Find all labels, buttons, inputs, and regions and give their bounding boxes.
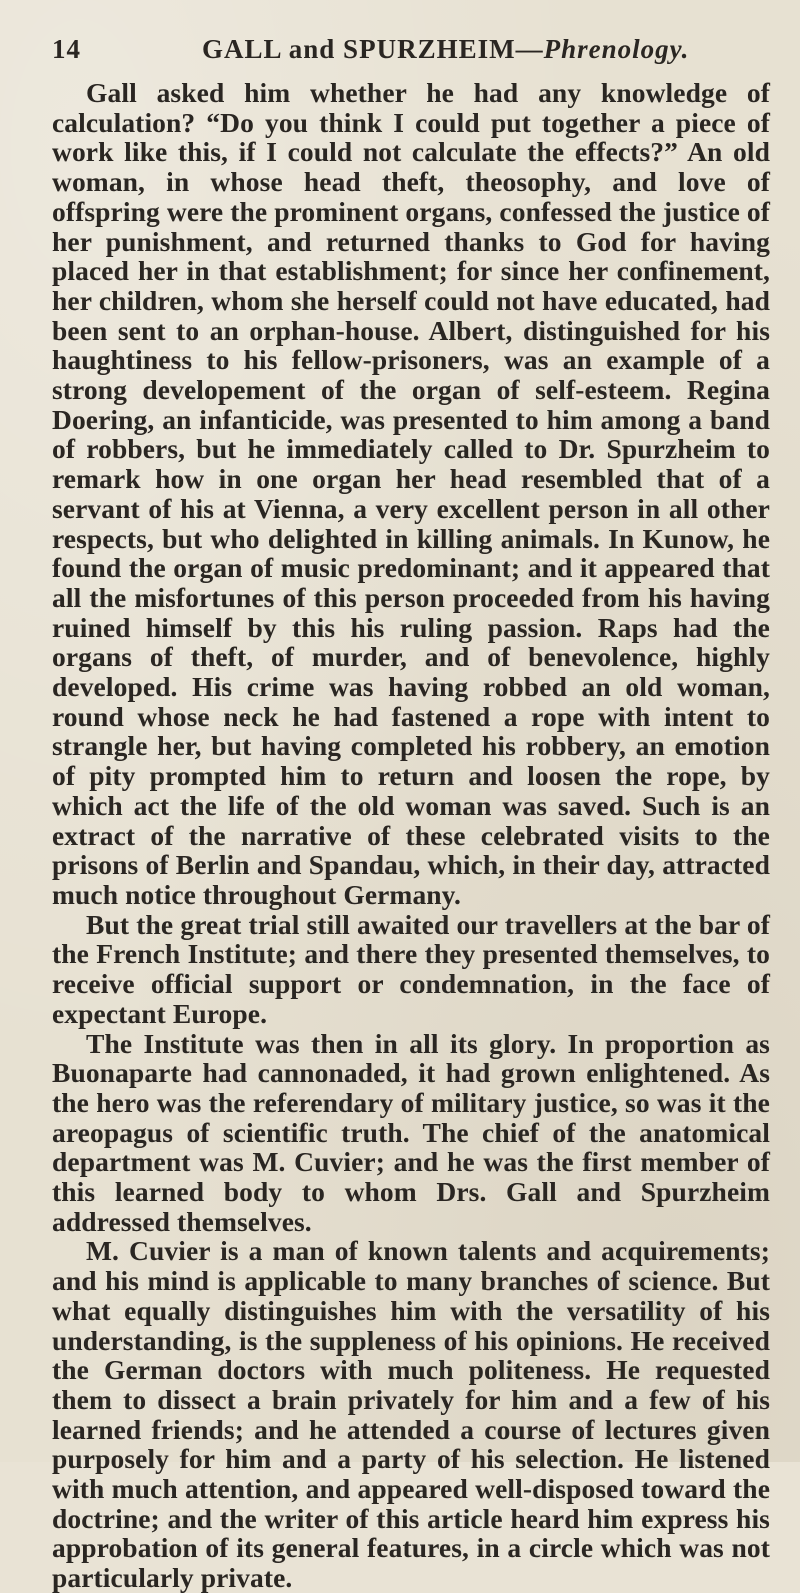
paragraph: M. Cuvier is a man of known talents and acquirements; and his mind is applicable to many branches of science. But what equally distinguishes him with the versatility of his understanding, is the suppleness of his opinions. He received the German doctors with much politeness. He requested them to dissect a brain privately for him and a few of his learned friends; and he attended a course of lectures given purposely for him and a party of his selection. He listened with much attention, and appeared well-disposed toward the doctrine; and the writer of this article heard him express his approbation of its general features, in a circle which was not particularly private.: [52, 1235, 770, 1593]
running-title-subject: Phrenology.: [543, 34, 690, 64]
body-text: [52, 78, 770, 1593]
paragraph: Gall asked him whether he had any knowledge of calculation? “Do you think I could put together a piece of work like this, if I could not calculate the effects?” An old woman, in whose head theft, theosophy, and love of offspring were the prominent organs, confessed the justice of her punishment, and returned thanks to God for having placed her in that establishment; for since her confinement, her children, whom she herself could not have educated, had been sent to an orphan-house. Albert, distinguished for his haughtiness to his fellow-prisoners, was an example of a strong developement of the organ of self-esteem. Regina Doering, an infanticide, was presented to him among a band of robbers, but he immediately called to Dr. Spurzheim to remark how in one organ her head resembled that of a servant of his at Vienna, a very excellent person in all other respects, but who delighted in killing animals. In Kunow, he found the organ of music predominant; and it appeared that all the misfortunes of this person proceeded from his having ruined himself by this his ruling passion. Raps had the organs of theft, of murder, and of benevolence, highly developed. His crime was having robbed an old woman, round whose neck he had fastened a rope with intent to strangle her, but having completed his robbery, an emotion of pity prompted him to return and loosen the rope, by which act the life of the old woman was saved. Such is an extract of the narrative of these celebrated visits to the prisons of Berlin and Spandau, which, in their day, attracted much notice throughout Germany.: [52, 77, 770, 910]
page-number: 14: [52, 34, 81, 64]
running-title-names: GALL and SPURZHEIM—: [202, 34, 544, 64]
running-head: [52, 34, 770, 78]
paragraph: But the great trial still awaited our travellers at the bar of the French Institute; and there they presented themselves, to receive official support or condemnation, in the face of expectant Europe.: [52, 908, 770, 1029]
running-title: [202, 34, 689, 65]
paragraph: The Institute was then in all its glory. In proportion as Buonaparte had cannonaded, it had grown enlightened. As the hero was the referendary of military justice, so was it the areopagus of scientific truth. The chief of the anatomical department was M. Cuvier; and he was the first member of this learned body to whom Drs. Gall and Spurzheim addressed themselves.: [52, 1027, 770, 1237]
